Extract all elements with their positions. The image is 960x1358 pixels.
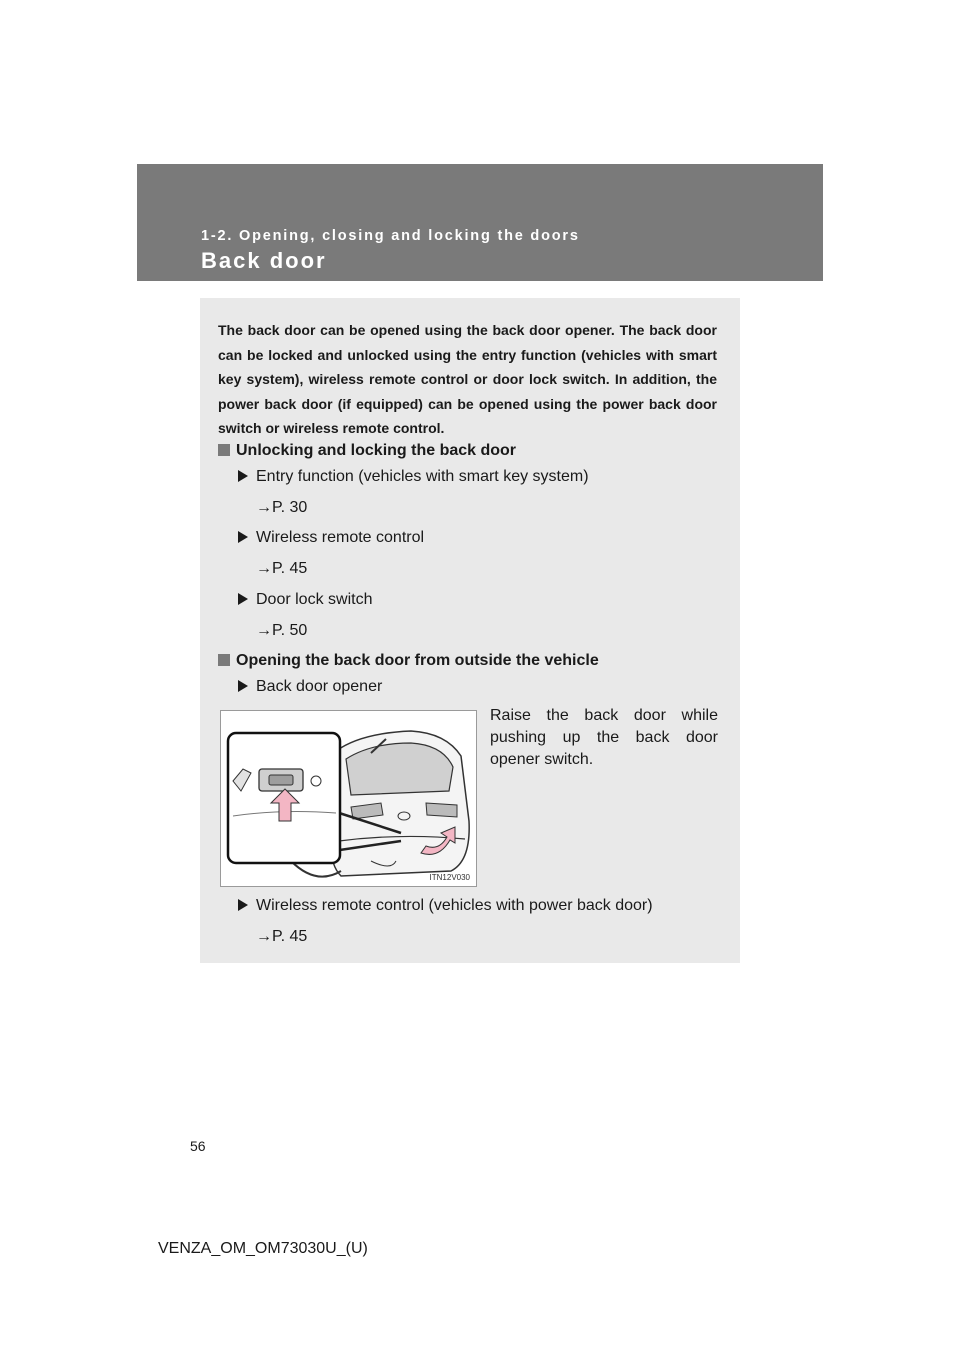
square-bullet-icon	[218, 444, 230, 456]
list-item-entry-function	[238, 468, 589, 486]
back-door-illustration	[220, 710, 477, 887]
item-label: Back door opener	[256, 678, 383, 695]
heading-opening	[218, 652, 599, 670]
page-ref-link[interactable]: →P. 45	[256, 560, 308, 577]
item-label: Entry function (vehicles with smart key system)	[256, 468, 589, 485]
triangle-bullet-icon	[238, 899, 248, 911]
heading-opening-text: Opening the back door from outside the vehicle	[236, 652, 599, 669]
page-ref-link[interactable]: →P. 50	[256, 622, 308, 639]
section-header	[137, 164, 823, 281]
figure-code: ITN12V030	[429, 873, 470, 882]
item-label: Wireless remote control	[256, 529, 425, 546]
item-label: Door lock switch	[256, 591, 373, 608]
list-item-wireless-remote	[238, 529, 424, 547]
content-panel	[200, 298, 740, 963]
heading-unlocking	[218, 442, 516, 460]
opener-description: Raise the back door while pushing up the back door opener switch.	[490, 707, 718, 768]
triangle-bullet-icon	[238, 531, 248, 543]
section-label: 1-2. Opening, closing and locking the doors	[201, 228, 580, 244]
page-number: 56	[190, 1138, 206, 1154]
page-ref-link[interactable]: →P. 45	[256, 928, 308, 945]
car-rear-drawing	[221, 711, 476, 886]
page-title: Back door	[201, 248, 327, 273]
list-item-wireless-remote-power	[238, 897, 653, 915]
list-item-back-door-opener	[238, 678, 382, 696]
page-ref-link[interactable]: →P. 30	[256, 499, 308, 516]
triangle-bullet-icon	[238, 680, 248, 692]
heading-unlocking-text: Unlocking and locking the back door	[236, 442, 517, 459]
intro-paragraph: The back door can be opened using the back door opener. The back door can be locked and unlocked using the entry function (vehicles with smart key system), wireless remote control or door lock switch. In addition, the power back door (if equipped) can be opened using the power back door switch or wireless remote control.	[218, 322, 717, 436]
item-label: Wireless remote control (vehicles with power back door)	[256, 897, 653, 914]
list-item-door-lock-switch	[238, 591, 372, 609]
triangle-bullet-icon	[238, 470, 248, 482]
square-bullet-icon	[218, 654, 230, 666]
document-code: VENZA_OM_OM73030U_(U)	[158, 1240, 368, 1257]
triangle-bullet-icon	[238, 593, 248, 605]
